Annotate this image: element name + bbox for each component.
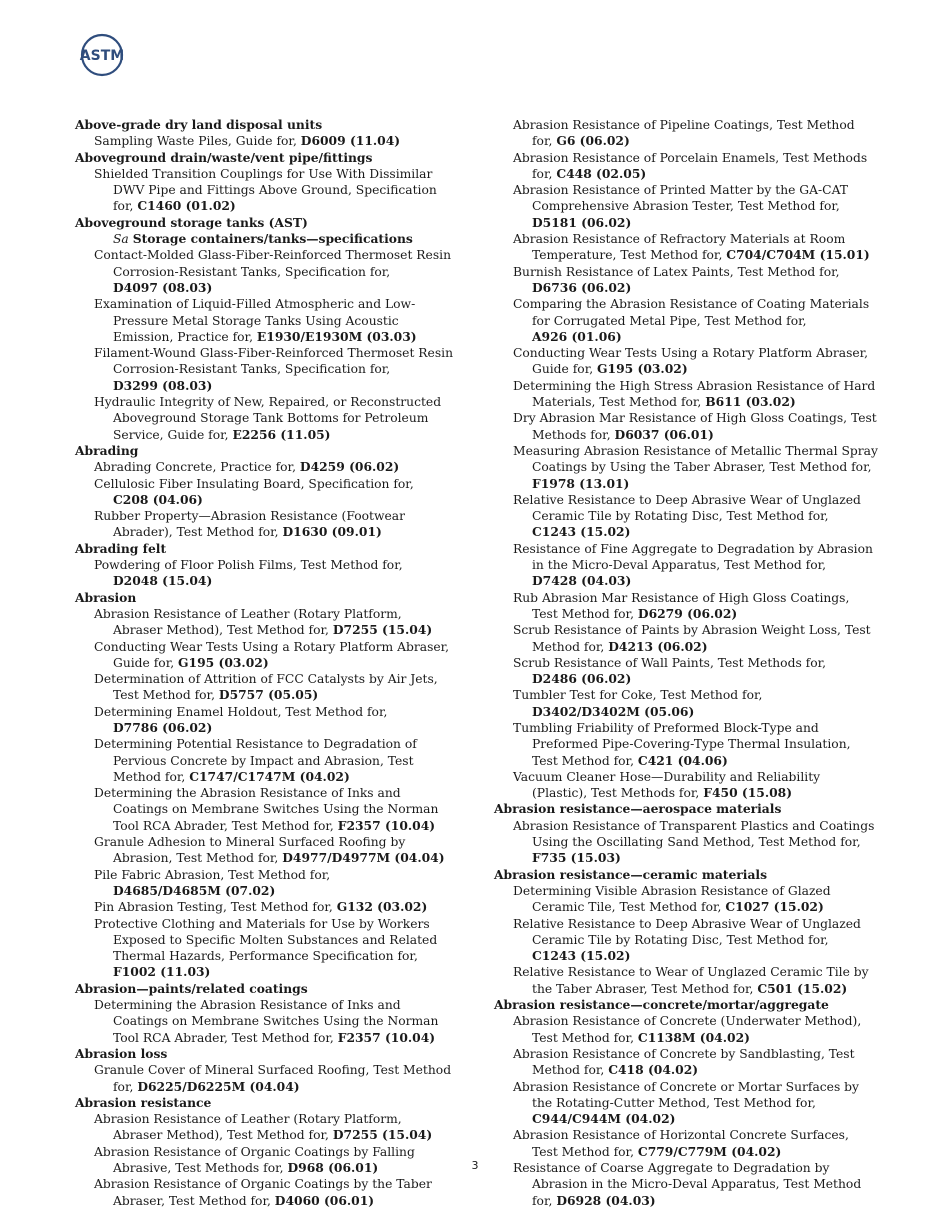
entry-title: Rubber Property—Abrasion Resistance (Footwear Abrader), Test Method for, xyxy=(94,509,405,540)
index-entry xyxy=(513,182,878,231)
index-entry xyxy=(513,964,878,997)
index-entry xyxy=(94,704,455,737)
index-entry xyxy=(94,133,455,149)
index-heading: Aboveground drain/waste/vent pipe/fittings xyxy=(75,149,373,165)
entry-title: Examination of Liquid-Filled Atmospheric and Low-Pressure Metal Storage Tanks Using Acoustic Emission, Practice for, xyxy=(94,297,416,344)
svg-text:ASTM: ASTM xyxy=(79,48,125,64)
standard-designation: D4060 (06.01) xyxy=(274,1192,375,1208)
index-entry xyxy=(513,1127,878,1160)
standard-designation: D6037 (06.01) xyxy=(614,426,714,442)
index-entry xyxy=(513,378,878,411)
entry-title: Scrub Resistance of Wall Paints, Test Methods for, xyxy=(513,655,827,670)
standard-designation: G132 (03.02) xyxy=(336,899,428,915)
standard-designation: D1630 (09.01) xyxy=(282,524,382,540)
standard-designation: D7786 (06.02) xyxy=(113,719,213,735)
standard-designation: C208 (04.06) xyxy=(113,491,203,507)
entry-title: Determining Potential Resistance to Degradation of Pervious Concrete by Impact and Abrasion, Test Method for, xyxy=(94,737,417,784)
entry-title: Conducting Wear Tests Using a Rotary Platform Abraser, Guide for, xyxy=(94,639,450,670)
standard-designation: D7255 (15.04) xyxy=(332,1127,433,1143)
index-entry xyxy=(94,1062,455,1095)
standard-designation: F450 (15.08) xyxy=(703,785,793,801)
index-entry xyxy=(513,720,878,769)
standard-designation: C779/C779M (04.02) xyxy=(637,1143,782,1159)
index-entry xyxy=(513,231,878,264)
index-entry xyxy=(94,736,455,785)
standard-designation: D3299 (08.03) xyxy=(113,377,213,393)
standard-designation: A926 (01.06) xyxy=(532,328,622,344)
standard-designation: C1027 (15.02) xyxy=(725,899,824,915)
standard-designation: D4977/D4977M (04.04) xyxy=(282,850,445,866)
index-heading: Aboveground storage tanks (AST) xyxy=(75,214,308,230)
entry-title: Scrub Resistance of Paints by Abrasion Weight Loss, Test Method for, xyxy=(513,623,871,654)
entry-title: Relative Resistance to Deep Abrasive Wear of Unglazed Ceramic Tile by Rotating Disc, Test Method for, xyxy=(513,492,861,524)
entry-title: Comparing the Abrasion Resistance of Coating Materials for Corrugated Metal Pipe, Test Method for, xyxy=(513,297,870,328)
index-heading: Above-grade dry land disposal units xyxy=(75,117,323,132)
index-entry xyxy=(94,1176,455,1209)
standard-designation: E2256 (11.05) xyxy=(232,426,331,442)
index-entry xyxy=(94,557,455,590)
index-entry xyxy=(513,590,878,623)
index-entry xyxy=(94,459,455,475)
entry-title: Rub Abrasion Mar Resistance of High Gloss Coatings, Test Method for, xyxy=(513,590,850,621)
standard-designation: C421 (04.06) xyxy=(637,752,728,768)
standard-designation: C1460 (01.02) xyxy=(137,198,236,214)
index-entry xyxy=(513,492,878,541)
index-entry xyxy=(513,622,878,655)
index-entry xyxy=(94,606,455,639)
entry-title: Powdering of Floor Polish Films, Test Method for, xyxy=(94,558,403,573)
entry-title: Conducting Wear Tests Using a Rotary Platform Abraser, Guide for, xyxy=(513,346,869,377)
index-entry xyxy=(513,541,878,590)
entry-title: Tumbler Test for Coke, Test Method for, xyxy=(513,688,763,703)
standard-designation: F735 (15.03) xyxy=(532,850,621,866)
standard-designation: C1243 (15.02) xyxy=(532,948,631,964)
entry-title: Determining Visible Abrasion Resistance of Glazed Ceramic Tile, Test Method for, xyxy=(513,883,831,915)
page-number: 3 xyxy=(471,1159,479,1172)
entry-title: Resistance of Coarse Aggregate to Degradation by Abrasion in the Micro-Deval Apparatus, Test Method for, xyxy=(513,1161,862,1208)
astm-logo-icon xyxy=(72,32,132,78)
standard-designation: D2486 (06.02) xyxy=(532,671,632,687)
index-entry xyxy=(94,639,455,672)
entry-title: Abrasion Resistance of Horizontal Concrete Surfaces, Test Method for, xyxy=(513,1128,849,1159)
entry-title: Abrasion Resistance of Concrete by Sandblasting, Test Method for, xyxy=(513,1046,855,1078)
standard-designation: D6736 (06.02) xyxy=(532,279,632,295)
index-entry xyxy=(513,410,878,443)
standard-designation: F2357 (10.04) xyxy=(337,817,436,833)
entry-title: Filament-Wound Glass-Fiber-Reinforced Thermoset Resin Corrosion-Resistant Tanks, Specification for, xyxy=(94,346,453,377)
entry-title: Pile Fabric Abrasion, Test Method for, xyxy=(94,867,331,882)
index-entry xyxy=(94,394,455,443)
index-entry xyxy=(94,476,455,509)
entry-title: Granule Adhesion to Mineral Surfaced Roofing by Abrasion, Test Method for, xyxy=(94,835,406,866)
entry-title: Abrasion Resistance of Porcelain Enamels, Test Methods for, xyxy=(513,150,868,181)
entry-title: Shielded Transition Couplings for Use With Dissimilar DWV Pipe and Fittings Above Ground, Specification for, xyxy=(94,166,437,214)
entry-title: Abrasion Resistance of Leather (Rotary Platform, Abraser Method), Test Method for, xyxy=(94,1112,402,1143)
entry-title: Determining the Abrasion Resistance of Inks and Coatings on Membrane Switches Using the Norman Tool RCA Abrader, Test Method for, xyxy=(94,998,439,1045)
standard-designation: D4097 (08.03) xyxy=(113,279,213,295)
index-heading: Abrasion xyxy=(75,589,137,605)
standard-designation: F1978 (13.01) xyxy=(532,475,630,491)
entry-title: Abrasion Resistance of Concrete or Mortar Surfaces by the Rotating-Cutter Method, Test Method for, xyxy=(513,1079,859,1110)
standard-designation: D3402/D3402M (05.06) xyxy=(532,703,695,719)
entry-title: Abrasion Resistance of Transparent Plastics and Coatings Using the Oscillating Sand Method, Test Method for, xyxy=(513,818,875,850)
astm-logo xyxy=(72,32,132,78)
index-entry xyxy=(513,117,878,150)
standard-designation: G195 (03.02) xyxy=(597,361,688,377)
standard-designation: D7428 (04.03) xyxy=(532,573,632,589)
index-entry xyxy=(94,296,455,345)
index-entry xyxy=(94,867,455,900)
index-entry xyxy=(513,1046,878,1079)
entry-title: Burnish Resistance of Latex Paints, Test Method for, xyxy=(513,264,840,279)
entry-title: Determining the High Stress Abrasion Resistance of Hard Materials, Test Method for, xyxy=(513,378,876,410)
index-heading: Abrasion loss xyxy=(75,1045,168,1061)
index-heading: Abrasion resistance—ceramic materials xyxy=(494,866,768,882)
standard-designation: C501 (15.02) xyxy=(757,980,848,996)
index-entry xyxy=(94,916,455,981)
index-entry xyxy=(513,443,878,492)
standard-designation: G6 (06.02) xyxy=(556,133,630,149)
entry-title: Abrading Concrete, Practice for, xyxy=(94,460,300,475)
standard-designation: B611 (03.02) xyxy=(705,394,796,410)
standard-designation: F2357 (10.04) xyxy=(337,1029,436,1045)
standard-designation: F1002 (11.03) xyxy=(113,964,211,980)
entry-title: Abrasion Resistance of Refractory Materials at Room Temperature, Test Method for, xyxy=(513,232,846,263)
index-entry xyxy=(513,1079,878,1128)
standard-designation: D5757 (05.05) xyxy=(218,687,319,703)
standard-designation: C1138M (04.02) xyxy=(637,1029,750,1045)
entry-title: Cellulosic Fiber Insulating Board, Specification for, xyxy=(94,476,414,491)
standard-designation: D6928 (04.03) xyxy=(556,1192,656,1208)
index-entry xyxy=(94,671,455,704)
index-entry xyxy=(94,508,455,541)
entry-title: Hydraulic Integrity of New, Repaired, or Reconstructed Aboveground Storage Tank Bottoms for Petroleum Service, Guide for, xyxy=(94,395,442,442)
entry-title: Contact-Molded Glass-Fiber-Reinforced Thermoset Resin Corrosion-Resistant Tanks, Specification for, xyxy=(94,248,451,279)
standard-designation: D6279 (06.02) xyxy=(637,605,738,621)
index-entry xyxy=(513,818,878,867)
standard-designation: E1930/E1930M (03.03) xyxy=(256,328,417,344)
standard-designation: D6225/D6225M (04.04) xyxy=(137,1078,300,1094)
entry-title: Abrasion Resistance of Pipeline Coatings, Test Method for, xyxy=(513,118,855,149)
index-entry xyxy=(94,166,455,215)
entry-title: Granule Cover of Mineral Surfaced Roofing, Test Method for, xyxy=(94,1063,452,1094)
index-entry xyxy=(513,687,878,720)
entry-title: Pin Abrasion Testing, Test Method for, xyxy=(94,900,337,915)
index-entry xyxy=(513,264,878,297)
entry-title: Relative Resistance to Wear of Unglazed Ceramic Tile by the Taber Abraser, Test Method for, xyxy=(513,965,869,996)
see-also-label: Sa xyxy=(113,232,129,247)
standard-designation: D5181 (06.02) xyxy=(532,214,632,230)
index-entry xyxy=(513,296,878,345)
index-entry xyxy=(513,916,878,965)
index-entry xyxy=(94,247,455,296)
standard-designation: C418 (04.02) xyxy=(608,1062,699,1078)
index-entry xyxy=(94,1111,455,1144)
standard-designation: G195 (03.02) xyxy=(178,654,269,670)
entry-title: Abrasion Resistance of Concrete (Underwater Method), Test Method for, xyxy=(513,1014,862,1045)
index-entry xyxy=(94,899,455,915)
entry-title: Vacuum Cleaner Hose—Durability and Reliability (Plastic), Test Methods for, xyxy=(513,769,821,801)
entry-title: Measuring Abrasion Resistance of Metallic Thermal Spray Coatings by Using the Taber Abraser, Test Method for, xyxy=(513,443,878,475)
see-also-target: Storage containers/tanks—specifications xyxy=(132,231,413,247)
index-heading: Abrading xyxy=(75,442,139,458)
see-also-reference xyxy=(113,231,455,247)
index-entry xyxy=(513,655,878,688)
entry-title: Determining the Abrasion Resistance of Inks and Coatings on Membrane Switches Using the Norman Tool RCA Abrader, Test Method for, xyxy=(94,786,439,833)
entry-title: Abrasion Resistance of Printed Matter by the GA-CAT Comprehensive Abrasion Tester, Test Method for, xyxy=(513,183,848,214)
index-entry xyxy=(94,834,455,867)
index-entry xyxy=(513,883,878,916)
index-heading: Abrasion—paints/related coatings xyxy=(75,980,308,996)
entry-title: Protective Clothing and Materials for Use by Workers Exposed to Specific Molten Substances and Related Thermal Hazards, Performance Specification for, xyxy=(94,916,438,964)
index-entry xyxy=(94,345,455,394)
entry-title: Sampling Waste Piles, Guide for, xyxy=(94,134,301,149)
index-entry xyxy=(94,997,455,1046)
entry-title: Determination of Attrition of FCC Catalysts by Air Jets, Test Method for, xyxy=(94,672,438,703)
standard-designation: D968 (06.01) xyxy=(287,1160,379,1175)
entry-title: Abrasion Resistance of Leather (Rotary Platform, Abraser Method), Test Method for, xyxy=(94,606,402,638)
index-heading: Abrasion resistance—aerospace materials xyxy=(494,801,782,817)
entry-title: Abrasion Resistance of Organic Coatings by Falling Abrasive, Test Methods for, xyxy=(94,1144,415,1175)
entry-title: Determining Enamel Holdout, Test Method for, xyxy=(94,704,388,719)
entry-title: Relative Resistance to Deep Abrasive Wear of Unglazed Ceramic Tile by Rotating Disc, Test Method for, xyxy=(513,916,861,947)
standard-designation: D4685/D4685M (07.02) xyxy=(113,882,276,898)
entry-title: Tumbling Friability of Preformed Block-Type and Preformed Pipe-Covering-Type Thermal Insulation, Test Method for, xyxy=(513,720,851,768)
standard-designation: C1243 (15.02) xyxy=(532,524,631,540)
entry-title: Abrasion Resistance of Organic Coatings by the Taber Abraser, Test Method for, xyxy=(94,1177,432,1208)
standard-designation: C944/C944M (04.02) xyxy=(532,1111,676,1127)
entry-title: Dry Abrasion Mar Resistance of High Gloss Coatings, Test Methods for, xyxy=(513,411,877,442)
standard-designation: C704/C704M (15.01) xyxy=(726,247,870,263)
standard-designation: D6009 (11.04) xyxy=(300,133,401,149)
standard-designation: C448 (02.05) xyxy=(556,165,647,181)
index-heading: Abrasion resistance xyxy=(75,1094,212,1110)
index-entry xyxy=(513,1013,878,1046)
standard-designation: C1747/C1747M (04.02) xyxy=(189,768,350,784)
index-column-right xyxy=(494,117,878,1209)
index-entry xyxy=(94,785,455,834)
entry-title: Resistance of Fine Aggregate to Degradation by Abrasion in the Micro-Deval Apparatus, Test Method for, xyxy=(513,541,873,573)
index-heading: Abrading felt xyxy=(75,540,167,556)
index-entry xyxy=(513,345,878,378)
standard-designation: D4213 (06.02) xyxy=(608,638,708,654)
index-heading: Abrasion resistance—concrete/mortar/aggregate xyxy=(494,997,829,1013)
standard-designation: D4259 (06.02) xyxy=(299,459,400,475)
standard-designation: D2048 (15.04) xyxy=(113,573,213,589)
standard-designation: D7255 (15.04) xyxy=(332,622,433,638)
index-entry xyxy=(513,150,878,183)
index-column-left xyxy=(75,117,455,1209)
index-entry xyxy=(513,769,878,802)
